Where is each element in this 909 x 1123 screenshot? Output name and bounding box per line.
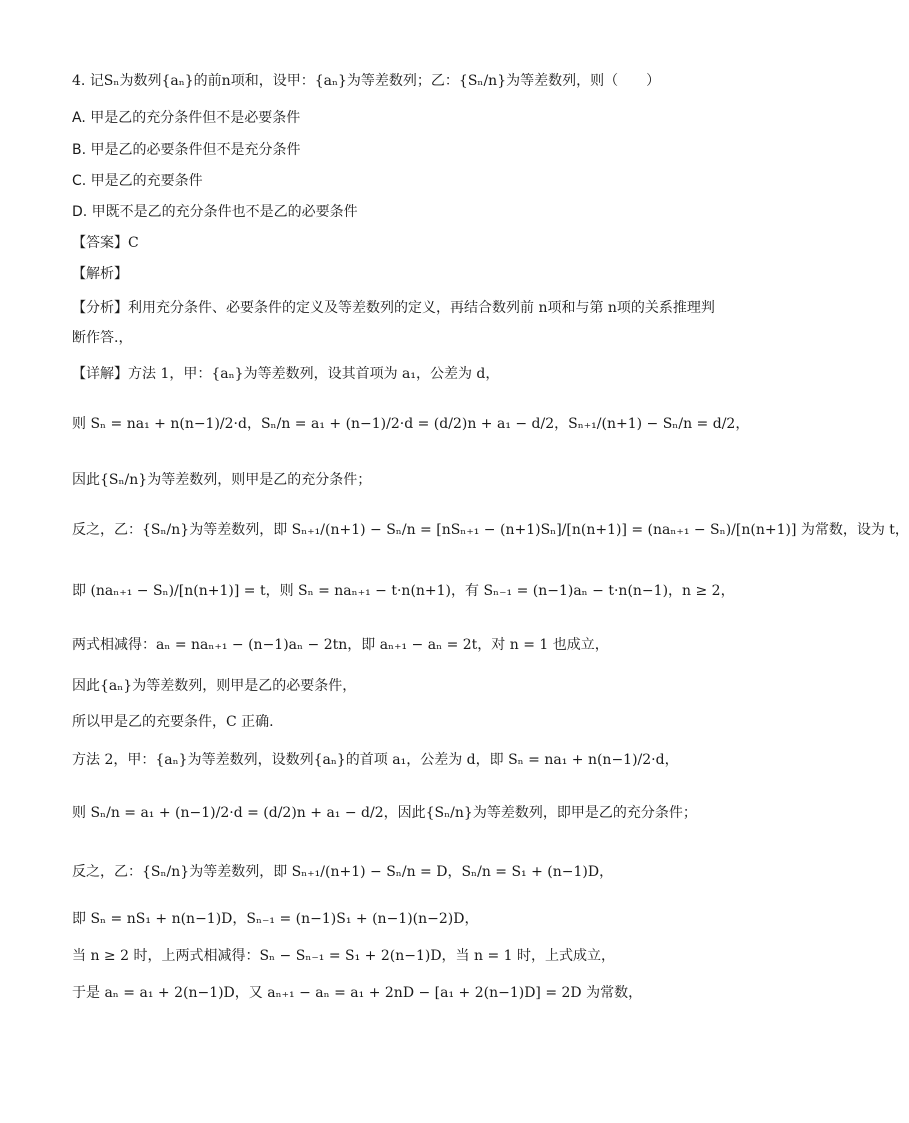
detail-line-6: 两式相减得：aₙ = naₙ₊₁ − (n−1)aₙ − 2tn，即 aₙ₊₁ − aₙ = 2t，对 n = 1 也成立， [72, 637, 609, 653]
detail-line-2: 则 Sₙ = na₁ + n(n−1)/2·d，Sₙ/n = a₁ + (n−1)/2·d = (d/2)n + a₁ − d/2，Sₙ₊₁/(n+1) − Sₙ/n = d/2， [72, 416, 750, 432]
question-stem: 4. 记Sₙ为数列{aₙ}的前n项和，设甲：{aₙ}为等差数列；乙：{Sₙ/n}为等差数列，则（ ） [72, 73, 661, 89]
method2-line-6: 于是 aₙ = a₁ + 2(n−1)D，又 aₙ₊₁ − aₙ = a₁ + 2nD − [a₁ + 2(n−1)D] = 2D 为常数， [72, 985, 643, 1001]
option-d: D. 甲既不是乙的充分条件也不是乙的必要条件 [72, 204, 358, 220]
detail-line-3: 因此{Sₙ/n}为等差数列，则甲是乙的充分条件； [72, 472, 372, 488]
fenxi-line-2: 断作答.， [72, 330, 133, 346]
method2-line-5: 当 n ≥ 2 时，上两式相减得：Sₙ − Sₙ₋₁ = S₁ + 2(n−1)D，当 n = 1 时，上式成立， [72, 948, 616, 964]
detail-line-1: 【详解】方法 1，甲：{aₙ}为等差数列，设其首项为 a₁，公差为 d， [72, 366, 500, 382]
fenxi-line-1: 【分析】利用充分条件、必要条件的定义及等差数列的定义，再结合数列前 n项和与第 n项的关系推理判 [72, 300, 715, 316]
method2-line-4: 即 Sₙ = nS₁ + n(n−1)D，Sₙ₋₁ = (n−1)S₁ + (n−1)(n−2)D， [72, 911, 479, 927]
method2-line-1: 方法 2，甲：{aₙ}为等差数列，设数列{aₙ}的首项 a₁，公差为 d，即 Sₙ = na₁ + n(n−1)/2·d， [72, 752, 679, 768]
detail-line-5: 即 (naₙ₊₁ − Sₙ)/[n(n+1)] = t，则 Sₙ = naₙ₊₁ − t·n(n+1)，有 Sₙ₋₁ = (n−1)aₙ − t·n(n−1)，n ≥ 2， [72, 583, 735, 599]
method2-line-3: 反之，乙：{Sₙ/n}为等差数列，即 Sₙ₊₁/(n+1) − Sₙ/n = D，Sₙ/n = S₁ + (n−1)D， [72, 864, 614, 880]
detail-line-7: 因此{aₙ}为等差数列，则甲是乙的必要条件， [72, 678, 357, 694]
option-a: A. 甲是乙的充分条件但不是必要条件 [72, 110, 301, 126]
detail-line-8: 所以甲是乙的充要条件，C 正确. [72, 714, 274, 730]
analysis-label: 【解析】 [72, 266, 128, 282]
answer-label: 【答案】C [72, 235, 139, 251]
detail-line-4: 反之，乙：{Sₙ/n}为等差数列，即 Sₙ₊₁/(n+1) − Sₙ/n = [nSₙ₊₁ − (n+1)Sₙ]/[n(n+1)] = (naₙ₊₁ − Sₙ)/[n(n+1)] 为常数，设为 t， [72, 522, 909, 538]
option-c: C. 甲是乙的充要条件 [72, 173, 203, 189]
option-b: B. 甲是乙的必要条件但不是充分条件 [72, 142, 301, 158]
method2-line-2: 则 Sₙ/n = a₁ + (n−1)/2·d = (d/2)n + a₁ − d/2，因此{Sₙ/n}为等差数列，即甲是乙的充分条件； [72, 805, 697, 821]
